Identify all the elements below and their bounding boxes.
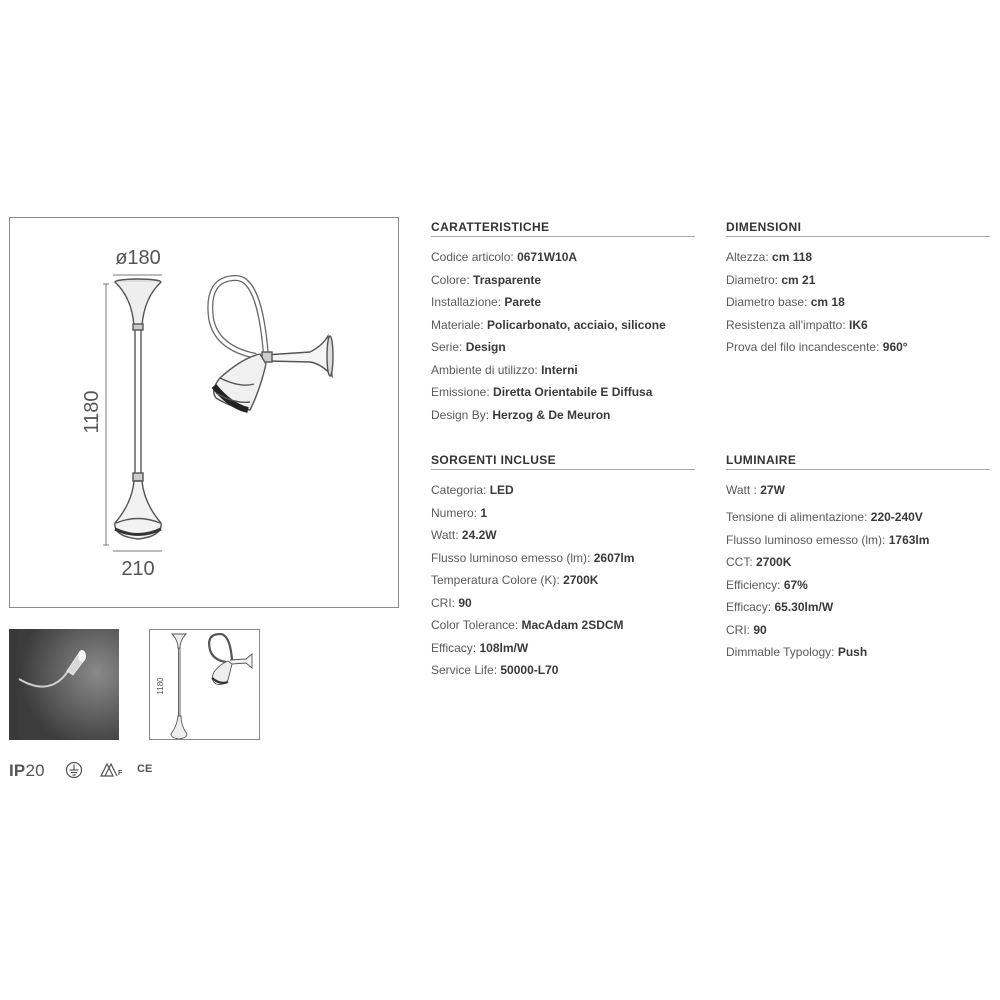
- spec-label: Service Life:: [431, 663, 498, 677]
- spec-value: IK6: [849, 317, 868, 332]
- ce-mark-icon: CE: [137, 763, 153, 775]
- spec-value: 90: [458, 595, 472, 610]
- spec-label: Diametro base:: [726, 295, 808, 309]
- luminaire-section: [726, 453, 990, 664]
- spec-label: Diametro:: [726, 272, 779, 287]
- spec-row: [431, 291, 695, 314]
- spec-value: 960°: [882, 340, 908, 354]
- spec-label: CRI:: [431, 595, 455, 610]
- spec-value: Interni: [541, 362, 578, 377]
- lamp-side-view: [210, 278, 333, 410]
- spec-label: Categoria:: [431, 483, 487, 497]
- spec-value: Policarbonato, acciaio, silicone: [487, 317, 666, 332]
- spec-value: Design: [465, 340, 506, 354]
- spec-row: [726, 246, 990, 269]
- spec-value: 220-240V: [870, 510, 923, 524]
- spec-label: CRI:: [726, 622, 750, 637]
- section-title: CARATTERISTICHE: [431, 220, 695, 237]
- spec-row: [431, 524, 695, 547]
- photo-svg: [9, 629, 119, 740]
- technical-drawing: [9, 217, 399, 608]
- flame-f-icon: [99, 761, 125, 779]
- spec-value: LED: [489, 483, 514, 497]
- caratteristiche-section: [431, 220, 695, 426]
- spec-value: cm 118: [772, 250, 813, 264]
- spec-row: [431, 381, 695, 404]
- spec-row: [431, 269, 695, 292]
- spec-value: 2700K: [756, 555, 792, 569]
- ground-icon: [65, 761, 83, 779]
- spec-label: Color Tolerance:: [431, 618, 519, 632]
- section-title: DIMENSIONI: [726, 220, 990, 237]
- thumb-height-label: 1180: [156, 677, 165, 695]
- spec-value: 50000-L70: [500, 663, 559, 677]
- certification-marks: [9, 760, 169, 784]
- spec-row: [726, 596, 990, 619]
- spec-row: [431, 336, 695, 359]
- spec-value: Herzog & De Meuron: [492, 407, 611, 422]
- spec-value: Diretta Orientabile E Diffusa: [493, 385, 653, 399]
- spec-row: [431, 314, 695, 337]
- spec-row: [726, 574, 990, 597]
- product-photo-thumbnail[interactable]: [9, 629, 119, 740]
- spec-value: Parete: [504, 295, 542, 309]
- spec-value: cm 18: [810, 295, 845, 309]
- spec-label: Emissione:: [431, 385, 490, 399]
- spec-label: Altezza:: [726, 250, 769, 264]
- height-label: 1180: [81, 390, 103, 434]
- spec-row: [431, 637, 695, 660]
- spec-value: 108lm/W: [479, 640, 529, 655]
- spec-row: [431, 404, 695, 427]
- spec-row: [726, 314, 990, 337]
- spec-label: Prova del filo incandescente:: [726, 340, 880, 354]
- spec-row: [431, 569, 695, 592]
- spec-row: [726, 551, 990, 574]
- spec-label: Temperatura Colore (K):: [431, 573, 560, 587]
- spec-value: cm 21: [781, 272, 816, 287]
- spec-row: Watt : 27W: [726, 483, 785, 497]
- spec-label: Tensione di alimentazione:: [726, 510, 868, 524]
- spec-row: [431, 479, 695, 502]
- spec-row: [431, 547, 695, 570]
- sorgenti-incluse-section: [431, 453, 695, 682]
- spec-value: 0671W10A: [517, 250, 578, 264]
- spec-label: Design By:: [431, 407, 490, 422]
- spec-row: [726, 529, 990, 552]
- spec-label: Resistenza all'impatto:: [726, 317, 846, 332]
- spec-value: 2607lm: [593, 550, 635, 565]
- spec-value: 65.30lm/W: [774, 600, 834, 614]
- spec-value: 90: [753, 622, 767, 637]
- spec-label: Efficacy:: [431, 640, 477, 655]
- spec-row: [726, 291, 990, 314]
- spec-row: [431, 502, 695, 525]
- spec-label: Efficiency:: [726, 577, 781, 592]
- dimensioni-section: [726, 220, 990, 359]
- lamp-front-view: [115, 279, 161, 539]
- spec-label: Serie:: [431, 340, 463, 354]
- section-title: LUMINAIRE: [726, 453, 990, 470]
- spec-label: Installazione:: [431, 295, 502, 309]
- lamp-drawing-svg: [10, 218, 400, 609]
- spec-row: [431, 614, 695, 637]
- spec-value: Push: [837, 645, 868, 659]
- spec-value: 67%: [783, 577, 808, 592]
- spec-row: [726, 641, 990, 664]
- spec-value: 1: [480, 505, 488, 520]
- spec-value: 1763lm: [888, 532, 930, 547]
- spec-label: Flusso luminoso emesso (lm):: [726, 532, 886, 547]
- spec-label: Codice articolo:: [431, 250, 514, 264]
- spec-row: [726, 619, 990, 642]
- spec-row: [431, 246, 695, 269]
- bottom-width-label: 210: [121, 558, 155, 580]
- spec-label: Dimmable Typology:: [726, 645, 835, 659]
- spec-row: [726, 336, 990, 359]
- drawing-thumbnail[interactable]: [149, 629, 260, 740]
- spec-label: Flusso luminoso emesso (lm):: [431, 550, 591, 565]
- spec-label: Colore:: [431, 272, 470, 287]
- spec-value: 2700K: [563, 573, 599, 587]
- spec-label: Numero:: [431, 505, 478, 520]
- ip-rating: IP20: [9, 761, 45, 780]
- thumb-drawing-svg: [150, 630, 260, 740]
- svg-text:F: F: [118, 770, 123, 777]
- spec-label: Ambiente di utilizzo:: [431, 362, 538, 377]
- spec-label: CCT:: [726, 555, 753, 569]
- section-title: SORGENTI INCLUSE: [431, 453, 695, 470]
- spec-label: Watt:: [431, 528, 459, 542]
- spec-value: 24.2W: [461, 528, 497, 542]
- spec-label: Efficacy:: [726, 600, 772, 614]
- spec-row: [726, 506, 990, 529]
- top-diameter-label: ø180: [115, 247, 161, 269]
- spec-row: [431, 592, 695, 615]
- spec-row: [431, 659, 695, 682]
- spec-row: [431, 359, 695, 382]
- spec-value: MacAdam 2SDCM: [521, 618, 624, 632]
- spec-label: Materiale:: [431, 317, 484, 332]
- spec-value: Trasparente: [473, 272, 542, 287]
- spec-row: [726, 269, 990, 292]
